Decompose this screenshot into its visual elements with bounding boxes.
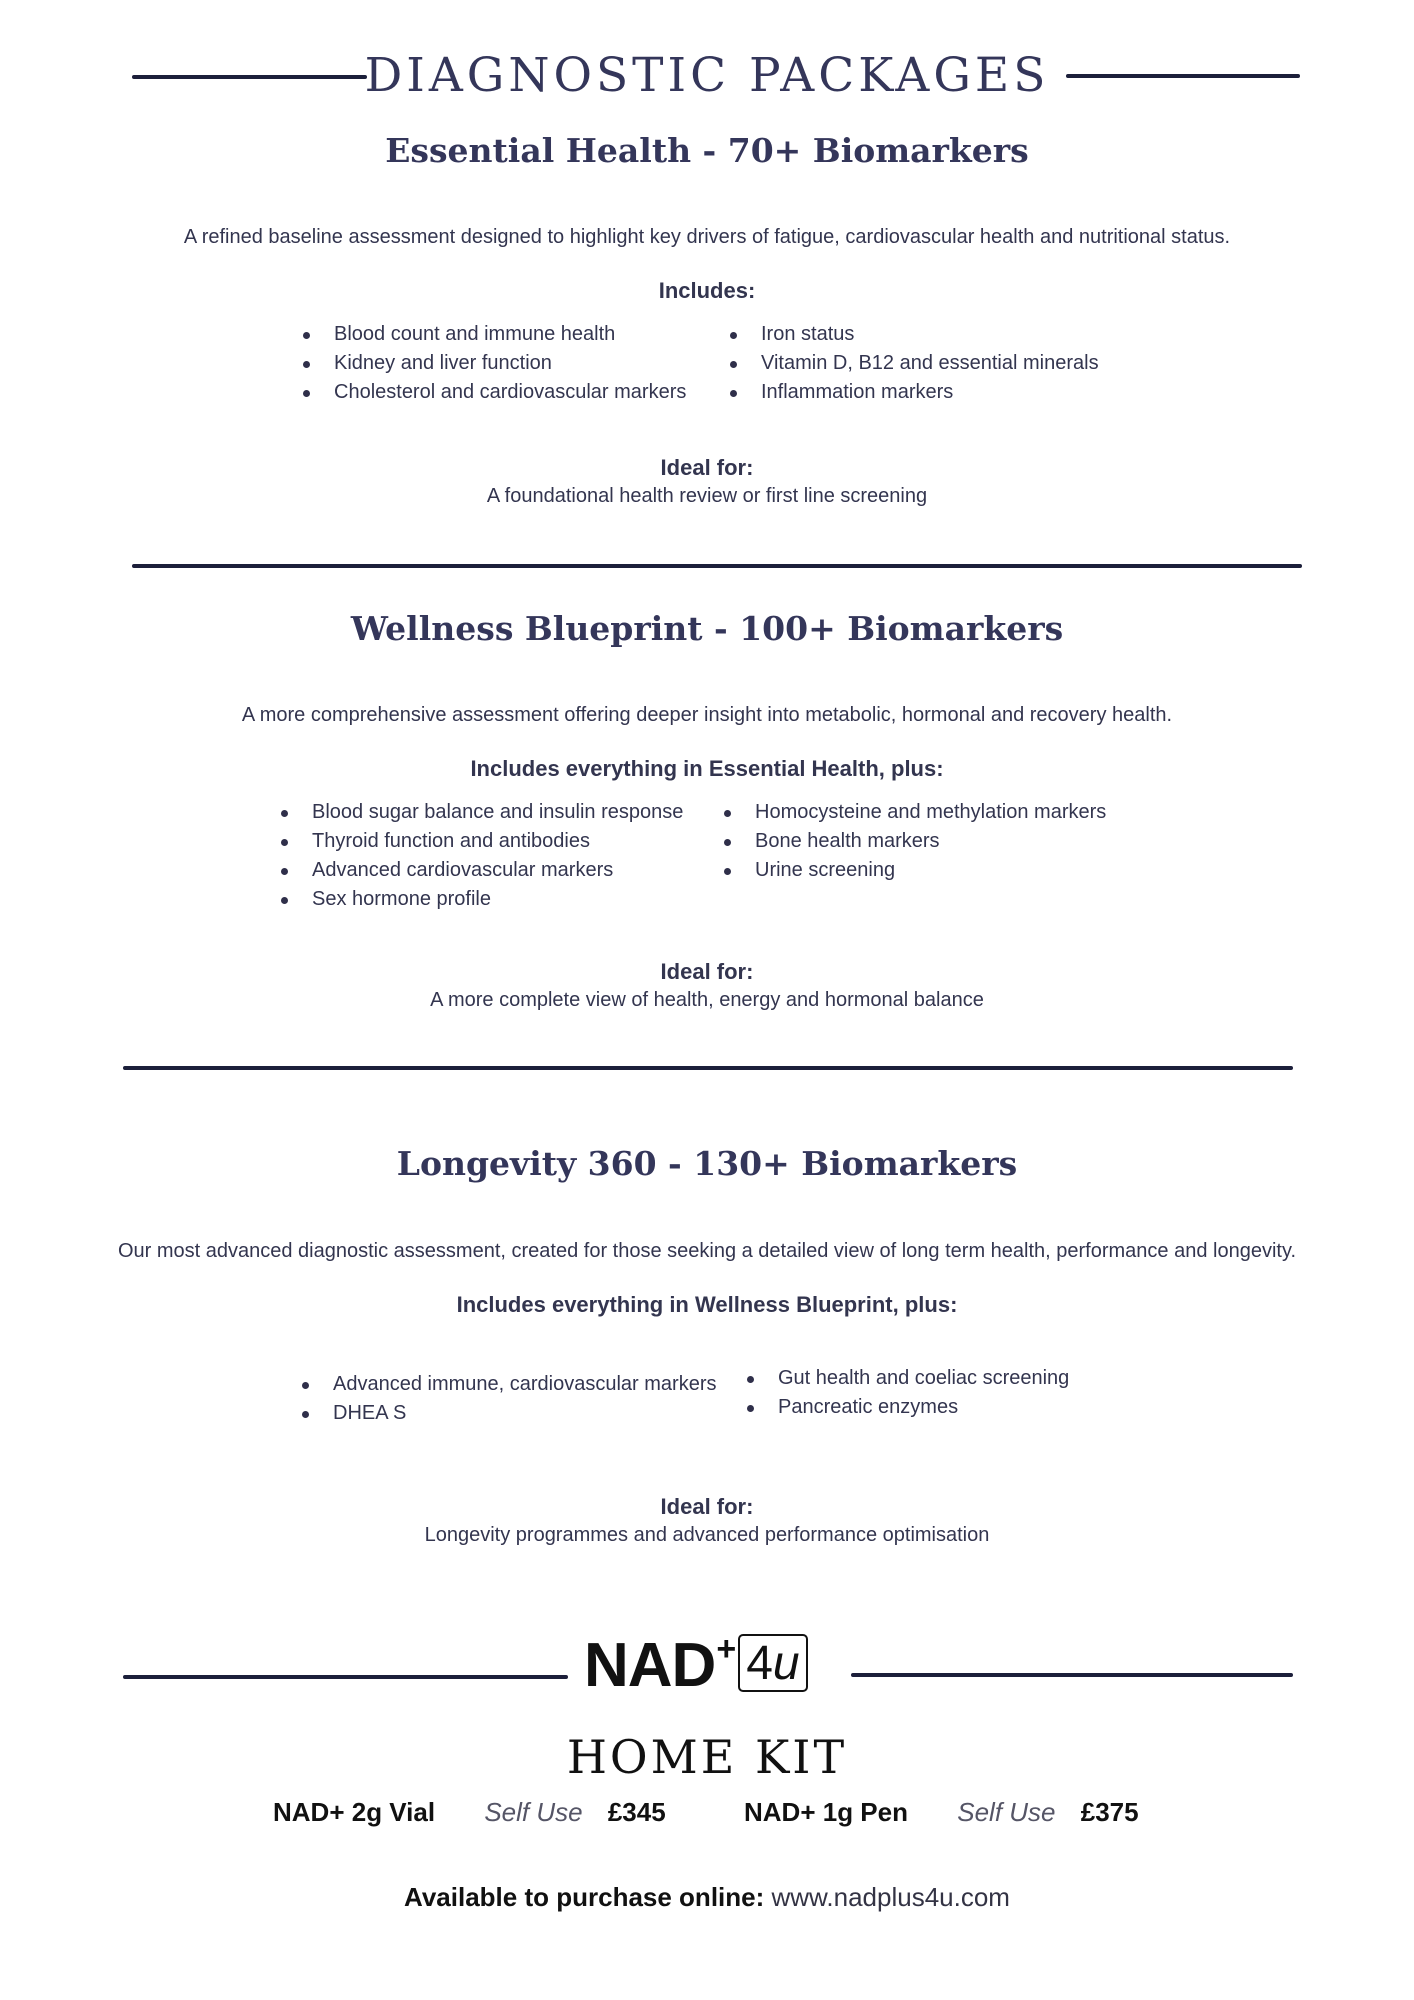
list-item: Pancreatic enzymes [745,1393,1069,1422]
ideal-for-heading: Ideal for: [660,1494,754,1519]
includes-list-left [279,798,683,914]
product-use: Self Use [957,1797,1056,1827]
product-pen [744,1797,1139,1828]
list-item: DHEA S [300,1399,717,1428]
product-price: £345 [607,1797,666,1827]
logo-plus-text: + [716,1630,737,1668]
logo-letter-text: u [772,1637,800,1690]
purchase-line [0,1882,1414,1913]
list-item: Sex hormone profile [279,885,683,914]
section-divider [132,564,1302,568]
includes-list-right [745,1364,1069,1422]
includes-list-left [300,1370,717,1428]
ideal-for-heading: Ideal for: [660,455,754,480]
list-item: Vitamin D, B12 and essential minerals [728,349,1099,378]
list-item: Advanced immune, cardiovascular markers [300,1370,717,1399]
logo-4u-box [738,1634,807,1692]
package-title: Essential Health - 70+ Biomarkers [385,131,1029,170]
includes-list-right [722,798,1106,885]
list-item: Advanced cardiovascular markers [279,856,683,885]
includes-list-right [728,320,1099,407]
package-title: Wellness Blueprint - 100+ Biomarkers [350,609,1064,648]
nad-plus-4u-logo [584,1630,808,1702]
includes-heading: Includes: [658,278,756,303]
purchase-url-link[interactable]: www.nadplus4u.com [771,1882,1010,1912]
package-description: Our most advanced diagnostic assessment, created for those seeking a detailed view of long term health, performance and longevity. [117,1240,1297,1262]
ideal-for-heading: Ideal for: [660,959,754,984]
purchase-label: Available to purchase online: [404,1882,765,1912]
page-title: DIAGNOSTIC PACKAGES [364,48,1050,103]
logo-rule-left [123,1675,568,1679]
section-divider [123,1066,1293,1070]
home-kit-title: HOME KIT [566,1730,848,1784]
product-price: £375 [1080,1797,1139,1827]
package-description: A more comprehensive assessment offering deeper insight into metabolic, hormonal and recovery health. [241,704,1173,726]
list-item: Bone health markers [722,827,1106,856]
includes-list-left [301,320,686,407]
list-item: Homocysteine and methylation markers [722,798,1106,827]
ideal-for-text: A foundational health review or first line screening [486,485,928,507]
list-item: Urine screening [722,856,1106,885]
product-name: NAD+ 1g Pen [744,1797,908,1827]
logo-rule-right [851,1673,1293,1677]
product-vial [273,1797,666,1828]
ideal-for-text: Longevity programmes and advanced performance optimisation [424,1524,990,1546]
list-item: Cholesterol and cardiovascular markers [301,378,686,407]
logo-nad-text: NAD [584,1631,716,1700]
logo-num-text: 4 [746,1637,773,1690]
ideal-for-text: A more complete view of health, energy and hormonal balance [430,989,984,1011]
list-item: Gut health and coeliac screening [745,1364,1069,1393]
list-item: Inflammation markers [728,378,1099,407]
product-name: NAD+ 2g Vial [273,1797,436,1827]
includes-heading: Includes everything in Wellness Blueprint, plus: [456,1292,958,1317]
list-item: Kidney and liver function [301,349,686,378]
list-item: Thyroid function and antibodies [279,827,683,856]
list-item: Blood sugar balance and insulin response [279,798,683,827]
package-title: Longevity 360 - 130+ Biomarkers [396,1144,1018,1183]
package-description: A refined baseline assessment designed to highlight key drivers of fatigue, cardiovascular health and nutritional status. [183,226,1231,248]
list-item: Iron status [728,320,1099,349]
includes-heading: Includes everything in Essential Health, plus: [470,756,944,781]
list-item: Blood count and immune health [301,320,686,349]
product-use: Self Use [484,1797,583,1827]
